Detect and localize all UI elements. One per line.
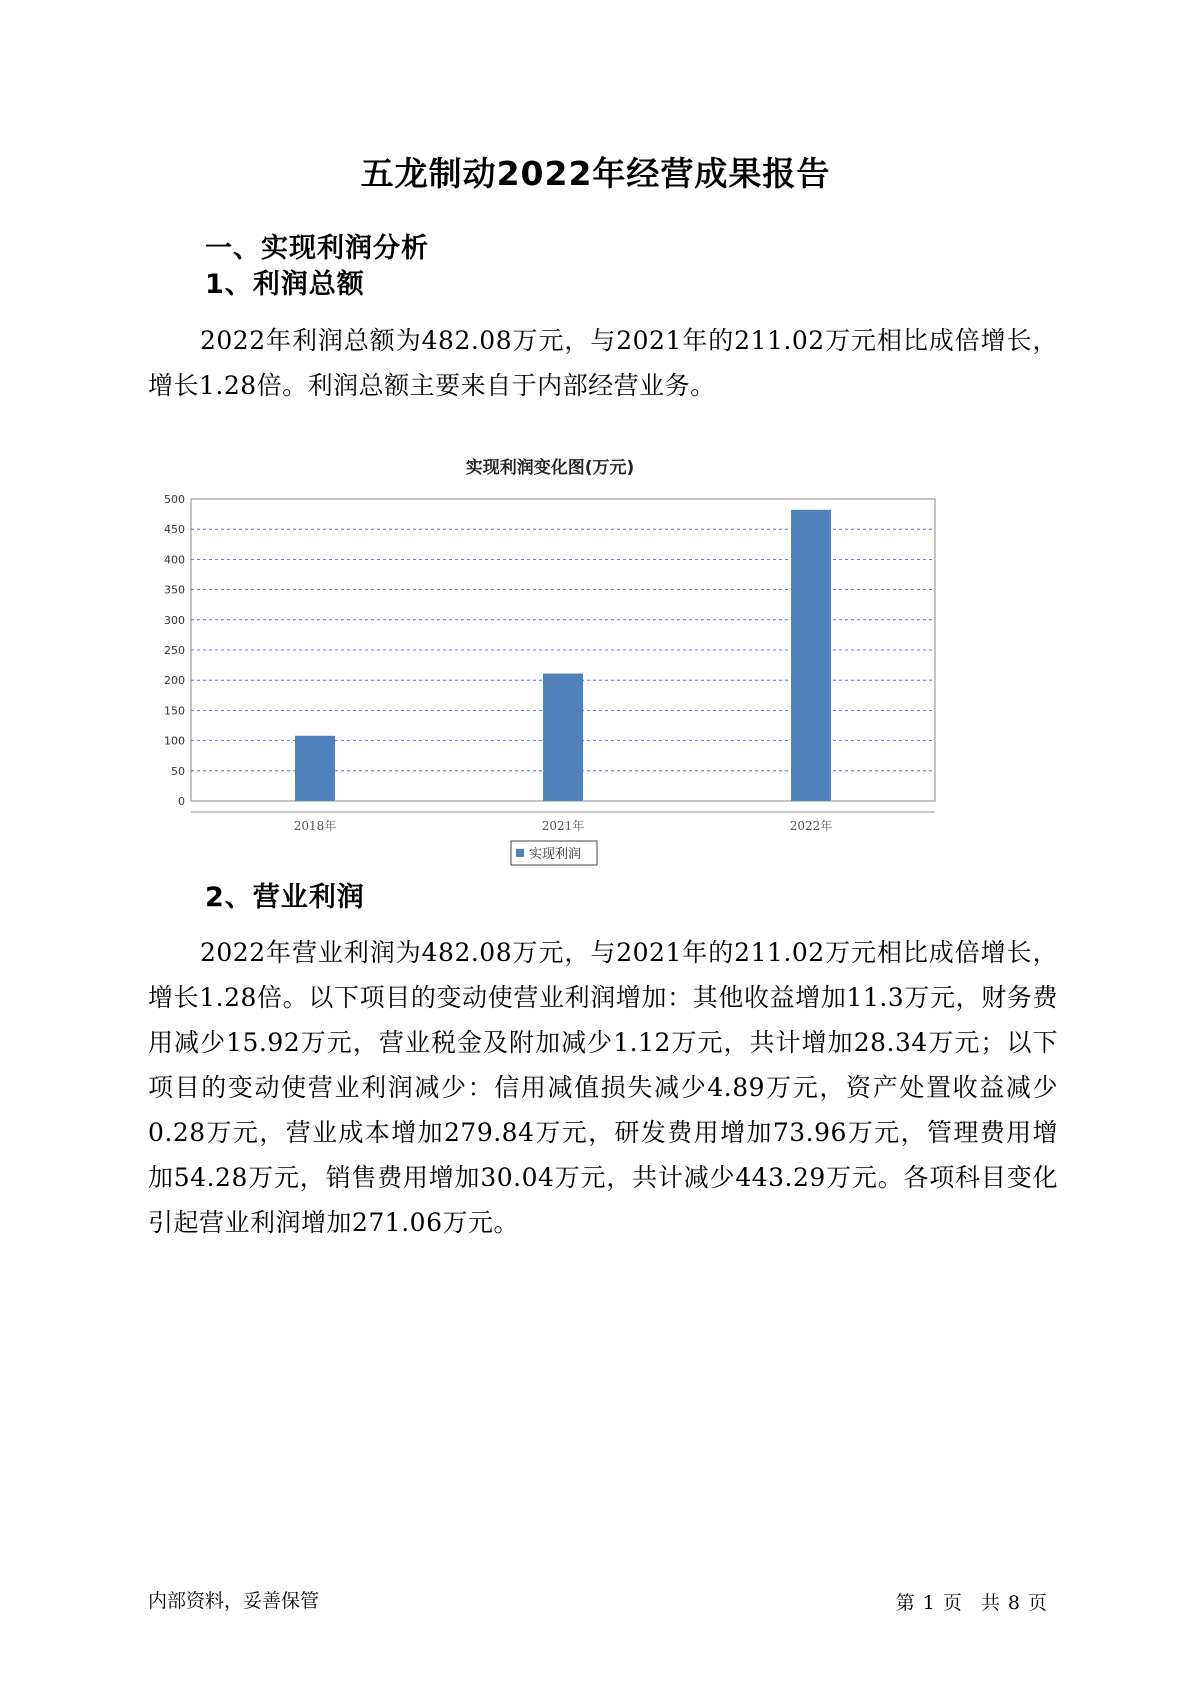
page-prefix: 第 bbox=[895, 1592, 915, 1614]
page-suffix: 页 bbox=[1027, 1592, 1047, 1614]
y-tick-label: 0 bbox=[178, 795, 185, 808]
x-tick-label: 2018年 bbox=[293, 819, 337, 833]
bar-0 bbox=[295, 736, 335, 801]
document-title: 五龙制动2022年经营成果报告 bbox=[360, 154, 831, 193]
profit-chart-svg bbox=[150, 455, 1030, 915]
paragraph-operating-profit: 2022年营业利润为482.08万元，与2021年的211.02万元相比成倍增长，增长1.28倍。以下项目的变动使营业利润增加：其他收益增加11.3万元，财务费用减少15.92万元，营业税金及附加减少1.12万元，共计增加28.34万元；以下项目的变动使营业利润减少：信用减值损失减少4.89万元，资产处置收益减少0.28万元，营业成本增加279.84万元，研发费用增加73.96万元，管理费用增加54.28万元，销售费用增加30.04万元，共计减少443.29万元。各项科目变化引起营业利润增加271.06万元。 bbox=[148, 938, 1058, 1237]
y-tick-label: 500 bbox=[164, 493, 185, 506]
y-tick-label: 150 bbox=[164, 704, 185, 718]
x-tick-label: 2021年 bbox=[541, 819, 585, 833]
legend-label: 实现利润 bbox=[529, 847, 582, 862]
chart-title: 实现利润变化图(万元) bbox=[465, 458, 635, 478]
section-heading-profit-analysis: 一、实现利润分析 bbox=[205, 233, 429, 264]
paragraph-total-profit: 2022年利润总额为482.08万元，与2021年的211.02万元相比成倍增长，增长1.28倍。利润总额主要来自于内部经营业务。 bbox=[148, 326, 1058, 400]
page-current: 1 bbox=[922, 1592, 935, 1614]
y-tick-label: 50 bbox=[171, 764, 185, 778]
y-tick-label: 250 bbox=[164, 644, 185, 657]
y-tick-label: 100 bbox=[164, 734, 185, 748]
footer-confidential-note: 内部资料，妥善保管 bbox=[148, 1590, 320, 1612]
subsection-heading-total-profit: 1、利润总额 bbox=[205, 269, 365, 300]
page-mid: 页 共 bbox=[942, 1592, 1000, 1614]
profit-chart bbox=[150, 455, 1030, 915]
subsection-heading-operating-profit: 2、营业利润 bbox=[205, 882, 365, 913]
y-tick-label: 450 bbox=[164, 523, 185, 537]
y-tick-label: 200 bbox=[164, 674, 185, 688]
legend-swatch bbox=[516, 849, 524, 857]
y-tick-label: 300 bbox=[164, 613, 185, 627]
y-tick-label: 350 bbox=[164, 583, 185, 597]
bar-1 bbox=[543, 674, 583, 801]
page-total: 8 bbox=[1007, 1592, 1020, 1614]
footer-page-number bbox=[892, 1588, 1051, 1615]
bar-2 bbox=[791, 510, 831, 801]
x-tick-label: 2022年 bbox=[789, 819, 833, 833]
y-tick-label: 400 bbox=[164, 553, 185, 567]
